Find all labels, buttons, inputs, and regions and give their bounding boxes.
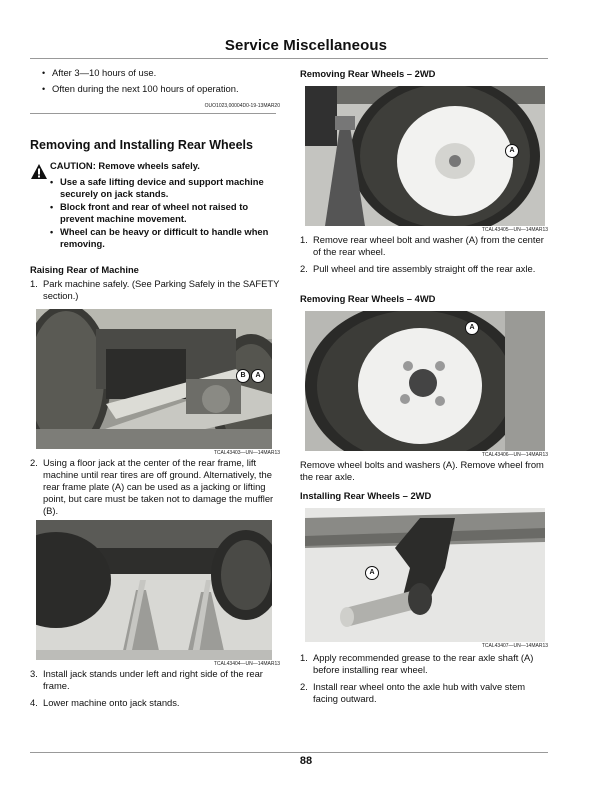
page-number: 88	[299, 755, 313, 767]
header-rule	[30, 58, 548, 59]
remove-4wd-text: Remove wheel bolts and washers (A). Remove wheel from the rear axle.	[300, 459, 544, 482]
figure-raising-rear-frame	[36, 309, 272, 449]
step-text: Install jack stands under left and right side of the rear frame.	[43, 668, 263, 691]
step-text: Pull wheel and tire assembly straight off the rear axle.	[313, 263, 536, 274]
raising-step-1	[30, 278, 280, 302]
section-rule	[30, 113, 276, 114]
step-number: 1.	[300, 234, 308, 245]
install-2wd-step-1	[300, 652, 548, 676]
figure-code: TCAL43407—UN—14MAR13	[481, 643, 548, 649]
remove-2wd-step-2	[300, 263, 548, 275]
caution-list	[38, 176, 280, 250]
caution-bullet: • Use a safe lifting device and support machine securely on jack stands.	[38, 176, 280, 200]
step-text: Using a floor jack at the center of the rear frame, lift machine until rear tires are off ground. Alternatively, the rear frame plate (A) can be used as a jacking or lifting point, but care must be taken not to damage the muffler (B).	[43, 457, 274, 516]
step-number: 2.	[300, 263, 308, 274]
step-text: Install rear wheel onto the axle hub with valve stem facing outward.	[313, 681, 526, 704]
step-number: 1.	[30, 278, 38, 289]
intro-bullet: • After 3—10 hours of use.	[30, 67, 280, 79]
figure-code: TCAL43406—UN—14MAR13	[481, 452, 548, 458]
callout-a: A	[365, 566, 379, 580]
install-2wd-heading: Installing Rear Wheels – 2WD	[300, 490, 432, 501]
callout-b: B	[236, 369, 250, 383]
step-number: 2.	[30, 457, 38, 468]
step-text: Apply recommended grease to the rear axle shaft (A) before installing rear wheel.	[313, 652, 534, 675]
intro-bullet: • Often during the next 100 hours of operation.	[30, 83, 280, 95]
step-number: 3.	[30, 668, 38, 679]
caution-title: CAUTION: Remove wheels safely.	[50, 160, 200, 171]
figure-2wd-wheel	[305, 86, 545, 226]
callout-a: A	[251, 369, 265, 383]
remove-4wd-heading: Removing Rear Wheels – 4WD	[300, 293, 436, 304]
figure-4wd-wheel	[305, 311, 545, 451]
remove-2wd-step-1	[300, 234, 548, 258]
raising-step-3	[30, 668, 280, 692]
reference-code: OUO1023,00004D0-19-13MAR20	[204, 103, 280, 109]
install-2wd-step-2	[300, 681, 548, 705]
footer-rule	[30, 752, 548, 753]
callout-a: A	[505, 144, 519, 158]
figure-jack-stands	[36, 520, 272, 660]
caution-bullet: • Wheel can be heavy or difficult to handle when removing.	[38, 226, 280, 250]
step-number: 1.	[300, 652, 308, 663]
figure-code: TCAL43404—UN—14MAR13	[213, 661, 280, 667]
figure-code: TCAL43403—UN—14MAR13	[213, 450, 280, 456]
caution-bullet: • Block front and rear of wheel not raised to prevent machine movement.	[38, 201, 280, 225]
step-text: Park machine safely. (See Parking Safely in the SAFETY section.)	[43, 278, 280, 301]
figure-axle-shaft	[305, 508, 545, 642]
raising-step-4	[30, 697, 280, 709]
step-text: Lower machine onto jack stands.	[43, 697, 180, 708]
raising-heading: Raising Rear of Machine	[30, 264, 139, 275]
step-number: 4.	[30, 697, 38, 708]
section-heading: Removing and Installing Rear Wheels	[30, 138, 253, 152]
remove-2wd-heading: Removing Rear Wheels – 2WD	[300, 68, 436, 79]
step-number: 2.	[300, 681, 308, 692]
page-title: Service Miscellaneous	[224, 37, 388, 54]
step-text: Remove rear wheel bolt and washer (A) from the center of the rear wheel.	[313, 234, 544, 257]
figure-code: TCAL43405—UN—14MAR13	[481, 227, 548, 233]
intro-list	[30, 67, 280, 95]
raising-step-2	[30, 457, 280, 517]
callout-a: A	[465, 321, 479, 335]
